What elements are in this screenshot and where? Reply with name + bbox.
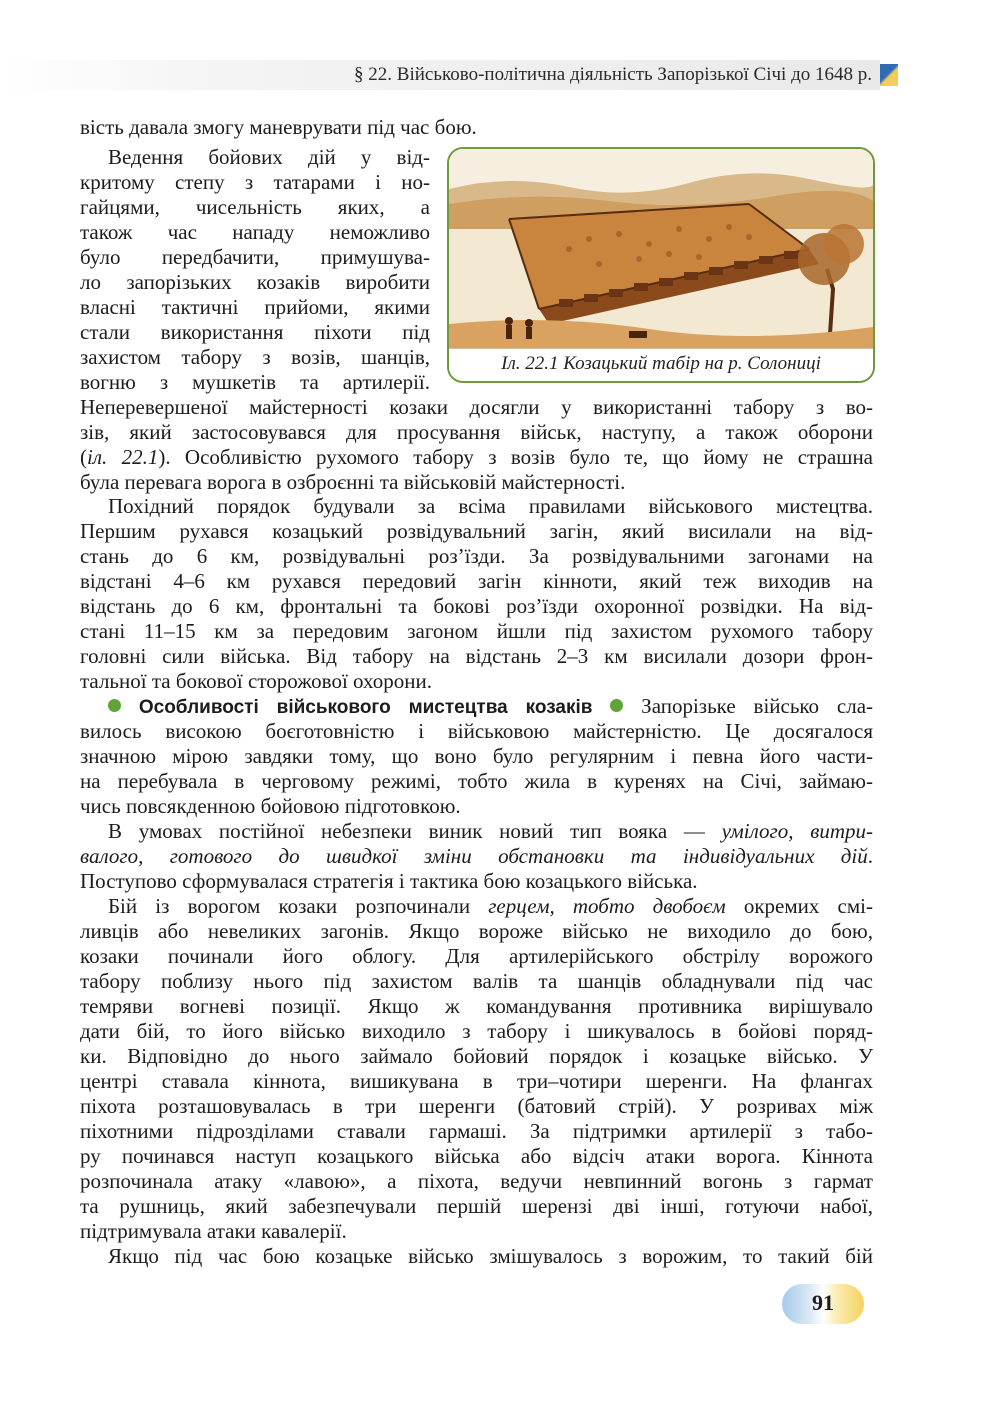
text-line: була перевага ворога в озброєнні та військовій майстерності. <box>80 470 626 494</box>
text-line: валого, готового до швидкої зміни обстановки та індивідуальних дій. <box>80 844 873 868</box>
figure-reference[interactable]: іл. 22.1 <box>87 445 159 469</box>
paragraph-new-warrior <box>80 819 873 894</box>
text-line: зів, який застосовувався для просування військ, наступу, а також оборони <box>80 420 873 444</box>
bullet-icon <box>610 699 623 712</box>
illustration-figure <box>447 147 875 383</box>
figure-caption: Іл. 22.1 Козацький табір на р. Солониці <box>449 348 873 381</box>
page-number: 91 <box>812 1290 834 1315</box>
paragraph-continuation <box>80 115 873 140</box>
text-line: критому степу з татарами і но- <box>80 170 430 194</box>
text-line: Якщо під час бою козацьке військо змішувалось з ворожим, то такий бій <box>108 1244 873 1268</box>
paragraph-march-order <box>80 494 873 694</box>
text-line: відстані 4–6 км рухався передовий загін кінноти, який теж виходив на <box>80 569 873 593</box>
text-line: вість давала змогу маневрувати під час бою. <box>80 115 477 139</box>
text-line: козаки починали його облогу. Для артилерійського обстрілу ворожого <box>80 944 873 968</box>
text-line: головні сили війська. Від табору на відстань 2–3 км висилали дозори фрон- <box>80 644 873 668</box>
text-line: (іл. 22.1). Особливістю рухомого табору з возів було те, що йому не страшна <box>80 445 873 469</box>
text-line: Бій із ворогом козаки розпочинали герцем, тобто двобоєм окремих смі- <box>108 894 873 918</box>
text-line: В умовах постійної небезпеки виник новий тип вояка — умілого, витри- <box>108 819 873 843</box>
text-line: піхотними підрозділами ставали гармаші. За підтримки артилерії з табо- <box>80 1119 873 1143</box>
text-line: Поступово сформувалася стратегія і тактика бою козацького війська. <box>80 869 698 893</box>
text-line: темряви вогневі позиції. Якщо ж командування противника вирішувало <box>80 994 873 1018</box>
text-line: дати бій, то його військо виходило з табору і шикувалось в бойові поряд- <box>80 1019 873 1043</box>
text-line: значною мірою завдяки тому, що воно було регулярним і певна його части- <box>80 744 873 768</box>
text-line: стали використання піхоти під <box>80 320 430 344</box>
text-line: Похідний порядок будували за всіма правилами військового мистецтва. <box>108 494 873 518</box>
text-line: на перебувала в черговому режимі, тобто жила в куренях на Січі, займаю- <box>80 769 873 793</box>
text-line: ло запорізьких козаків виробити <box>80 270 430 294</box>
text-line: відстань до 6 км, фронтальні та бокові роз’їзди охоронної розвідки. На від- <box>80 594 873 618</box>
text-line: Першим рухався козацький розвідувальний загін, який висилали на від- <box>80 519 873 543</box>
text-line: вогню з мушкетів та артилерії. <box>80 370 430 394</box>
paragraph-battle <box>80 894 873 1244</box>
text-line: також час нападу неможливо <box>80 220 430 244</box>
text-line: стані 11–15 км за передовим загоном йшли під захистом рухомого табору <box>80 619 873 643</box>
text-line: ливців або невеликих загонів. Якщо вороже військо не виходило до бою, <box>80 919 873 943</box>
text-line: Ведення бойових дій у від- <box>108 145 430 169</box>
text-line: гайцями, чисельність яких, а <box>80 195 430 219</box>
text-line: було передбачити, примушува- <box>80 245 430 269</box>
text-line: центрі ставала кіннота, вишикувана в три–чотири шеренги. На флангах <box>80 1069 873 1093</box>
text-line: піхота розташовувалась в три шеренги (батовий стрій). У розривах між <box>80 1094 873 1118</box>
running-header-title: § 22. Військово-політична діяльність Запорізької Січі до 1648 р. <box>354 64 872 85</box>
text-line: вилось високою боєготовністю і військовою майстерністю. Це досягалося <box>80 719 873 743</box>
section-heading: Особливості військового мистецтва козаків <box>138 697 593 718</box>
text-line: ки. Відповідно до нього займало бойовий порядок і козацьке військо. У <box>80 1044 873 1068</box>
text-line: стань до 6 км, розвідувальні роз’їзди. За розвідувальними загонами на <box>80 544 873 568</box>
cossack-camp-engraving <box>449 149 873 349</box>
paragraph-tabir <box>80 395 873 495</box>
text-line: Неперевершеної майстерності козаки досягли у використанні табору з во- <box>80 395 873 419</box>
page-number-badge <box>782 1284 864 1324</box>
paragraph-melee <box>80 1244 873 1269</box>
text-line: захистом табору з возів, шанців, <box>80 345 430 369</box>
text-line: чись повсякденною бойовою підготовкою. <box>80 794 461 818</box>
text-line: та рушниць, який забезпечували першій шерензі дві інші, готуючи набої, <box>80 1194 873 1218</box>
header-corner-tab <box>880 64 898 86</box>
text-line: тальної та бокової сторожової охорони. <box>80 669 432 693</box>
text-line: ру починався наступ козацького війська або відсіч атаки ворога. Кіннота <box>80 1144 873 1168</box>
text-line: табору поблизу нього під захистом валів та шанців обладнували під час <box>80 969 873 993</box>
text-line: власні тактичні прийоми, якими <box>80 295 430 319</box>
text-line: Особливості військового мистецтва козаків Запорізьке військо сла- <box>80 694 873 719</box>
text-line: розпочинала атаку «лавою», а піхота, ведучи невпинний вогонь з гармат <box>80 1169 873 1193</box>
bullet-icon <box>108 699 121 712</box>
text-line: підтримувала атаки кавалерії. <box>80 1219 347 1243</box>
section-paragraph <box>80 694 873 819</box>
